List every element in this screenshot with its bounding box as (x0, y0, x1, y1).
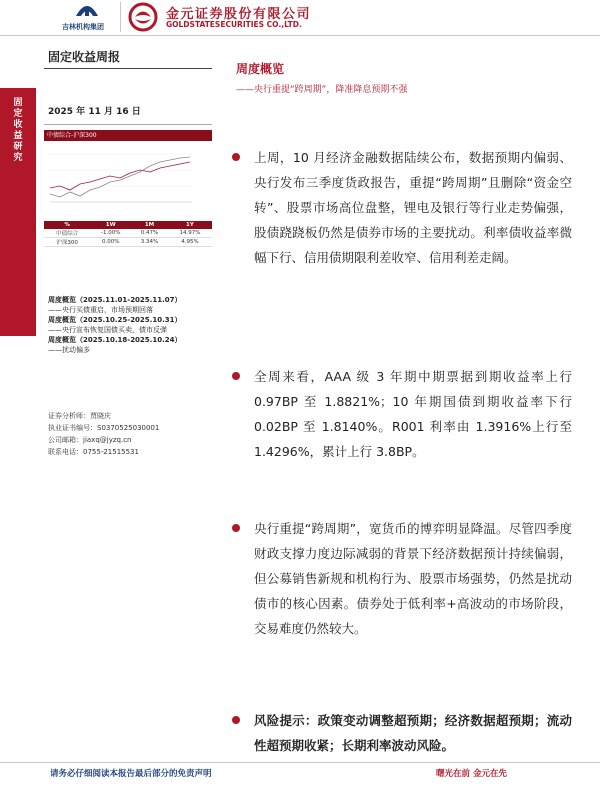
related-report-title: 周度概览（2025.10.25-2025.10.31） (48, 316, 182, 324)
table-header: % (44, 221, 90, 229)
related-reports (48, 296, 218, 356)
risk-warning-text: 风险提示：政策变动调整超预期；经济数据超预期；流动性超预期收紧；长期利率波动风险。 (254, 713, 572, 753)
analyst-contact (48, 410, 159, 458)
related-report-item[interactable] (48, 296, 218, 315)
related-report-item[interactable] (48, 316, 218, 335)
table-header: 1M (131, 221, 168, 229)
company-name-cn: 金元证券股份有限公司 (166, 7, 312, 22)
left-rule (44, 68, 212, 69)
related-report-title: 周度概览（2025.11.01-2025.11.07） (48, 296, 182, 304)
footer-rule (0, 762, 600, 763)
paragraph-text: 央行重提“跨周期”，宽货币的博弈明显降温。尽管四季度财政支撑力度边际减弱的背景下经济数据预计持续偏弱，但公募销售新规和机构行为、股票市场强势，仍然是扰动债市的核心因素。债券处于低利率+高波动的市场阶段，交易难度仍然较大。 (254, 521, 572, 636)
company-logo-icon (126, 2, 160, 32)
related-report-subtitle: ——央行宣布恢复国债买卖，债市反弹 (48, 325, 167, 334)
analyst-name: 证券分析师：贾晓庆 (48, 412, 111, 420)
table-row (44, 229, 212, 238)
group-name: 吉林机构集团 (62, 23, 104, 31)
table-header: 1Y (168, 221, 212, 229)
table-header-row (44, 221, 212, 229)
bullet-dot-icon (232, 153, 240, 161)
group-logo (62, 0, 114, 36)
related-report-item[interactable] (48, 336, 218, 355)
company-slogan: 曙光在前 金元在先 (436, 769, 507, 779)
bullet-paragraph (232, 516, 572, 641)
related-report-title: 周度概览（2025.10.18-2025.10.24） (48, 336, 182, 344)
report-type: 固定收益周报 (48, 50, 121, 64)
mini-chart-series-2 (50, 157, 190, 197)
company-name-en: GOLDSTATESECURITIES CO.,LTD. (166, 20, 302, 29)
bullet-dot-icon (232, 716, 240, 724)
mini-chart-title: 中债综合-沪深300 (44, 130, 212, 141)
table-row (44, 238, 212, 247)
mini-chart-plot (44, 142, 212, 218)
table-cell: -1.00% (90, 229, 131, 238)
analyst-license: 执业证书编号：S0370525030001 (48, 424, 160, 432)
section-title: 周度概览 (236, 62, 285, 76)
paragraph-text: 上周，10 月经济金融数据陆续公布，数据预期内偏弱、央行发布三季度货政报告，重提“跨周期”且删除“资金空转”、股票市场高位盘整，锂电及银行等行业走势偏强，股债跷跷板仍然是债券市场的主要扰动。利率债收益率微幅下行、信用债期限利差收窄、信用利差走阔。 (254, 150, 572, 265)
table-cell: 0.00% (90, 238, 131, 247)
table-cell: 14.97% (168, 229, 212, 238)
category-tag-text: 固定收益研究 (13, 98, 23, 163)
paragraph-text: 全周来看，AAA 级 3 年期中期票据到期收益率上行 0.97BP 至 1.8821%；10 年期国债到期收益率下行 0.02BP 至 1.8140%。R001 利率由 1.3916%上行至 1.4296%，累计上行 3.8BP。 (254, 369, 572, 459)
bullet-dot-icon (232, 524, 240, 532)
section-subtitle: ——央行重提“跨周期”，降准降息预期不强 (236, 85, 408, 95)
table-cell: 4.95% (168, 238, 212, 247)
date-rule (44, 124, 212, 125)
analyst-email[interactable]: 公司邮箱：jiaxq@jyzq.cn (48, 436, 132, 444)
category-tag (0, 88, 36, 336)
table-cell: 中债综合 (44, 229, 90, 238)
related-report-subtitle: ——央行买债重启，市场预期回落 (48, 305, 153, 314)
table-cell: 沪深300 (44, 238, 90, 247)
analyst-phone: 联系电话：0755-21515531 (48, 448, 139, 456)
report-date: 2025 年 11 月 16 日 (48, 107, 141, 117)
related-report-subtitle: ——扰动偏多 (48, 345, 90, 354)
bullet-paragraph (232, 145, 572, 270)
group-emblem-icon (74, 0, 100, 18)
table-header: 1W (90, 221, 131, 229)
bullet-paragraph (232, 364, 572, 464)
bullet-dot-icon (232, 372, 240, 380)
risk-warning (232, 708, 572, 758)
table-cell: 3.34% (131, 238, 168, 247)
mini-chart (44, 130, 212, 245)
header-divider (120, 2, 121, 32)
disclaimer-notice: 请务必仔细阅读本报告最后部分的免责声明 (50, 769, 212, 779)
performance-table (44, 221, 212, 247)
table-cell: 0.47% (131, 229, 168, 238)
page-header (0, 0, 600, 36)
